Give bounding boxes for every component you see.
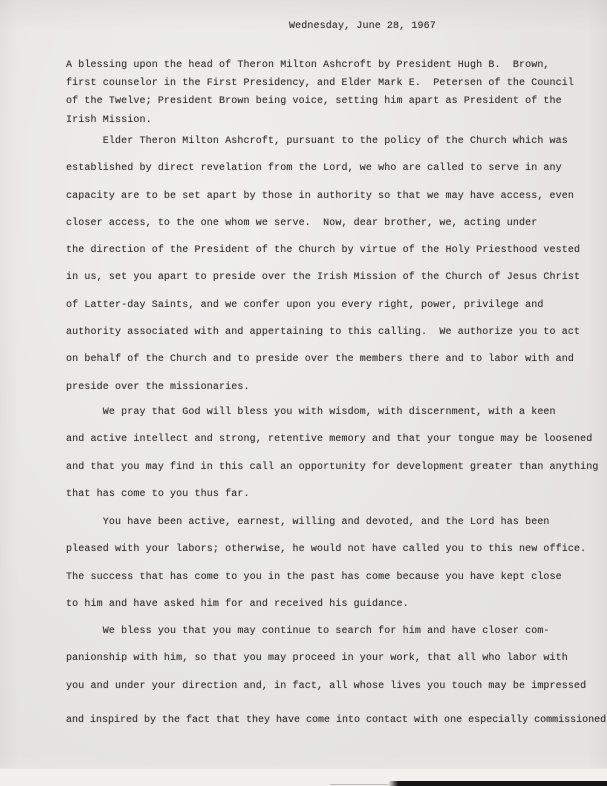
text-line: and active intellect and strong, retentive memory and that your tongue may be loosened [66,434,593,446]
text-line: pleased with your labors; otherwise, he would not have called you to this new office. [66,544,587,556]
text-line: Irish Mission. [66,114,152,126]
text-line: and that you may find in this call an opportunity for development greater than anything [66,461,599,473]
text-line: you and under your direction and, in fact, all whose lives you touch may be impressed [66,680,587,692]
text-line: of the Twelve; President Brown being voice, setting him apart as President of the [66,96,562,108]
paragraph-setting-apart [66,128,607,401]
text-line: and inspired by the fact that they have come into contact with one especially commissioned [66,714,607,726]
text-line: The success that has come to you in the past has come because you have kept close [66,571,562,583]
text-line: on behalf of the Church and to preside over the members there and to labor with and [66,354,575,366]
text-line: closer access, to the one whom we serve. Now, dear brother, we, acting under [66,217,538,229]
text-line: panionship with him, so that you may proceed in your work, that all who labor with [66,653,568,665]
date-line: Wednesday, June 28, 1967 [289,21,436,32]
text-line: A blessing upon the head of Theron Milton Ashcroft by President Hugh B. Brown, [66,60,550,71]
text-line: We bless you that you may continue to search for him and have closer com- [66,626,550,637]
paragraph-commendation [66,509,607,618]
text-line: to him and have asked him for and received his guidance. [66,598,409,610]
text-line: first counselor in the First Presidency, and Elder Mark E. Petersen of the Council [66,78,575,90]
text-line: in us, set you apart to preside over the Irish Mission of the Church of Jesus Christ [66,272,581,284]
text-line: Elder Theron Milton Ashcroft, pursuant to the policy of the Church which was [66,136,568,147]
text-line: We pray that God will bless you with wisdom, with discernment, with a keen [66,407,556,418]
text-line: of Latter-day Saints, and we confer upon you every right, power, privilege and [66,299,544,311]
paragraph-closing-blessing [66,618,607,734]
paragraph-preamble [66,57,607,130]
text-line: established by direct revelation from the Lord, we who are called to serve in any [66,163,562,175]
text-line: capacity are to be set apart by those in authority so that we may have access, even [66,190,575,202]
paragraph-blessing-of-wisdom [66,399,607,508]
text-line: the direction of the President of the Church by virtue of the Holy Priesthood vested [66,245,581,257]
scanner-shadow-bar [388,781,607,786]
text-line: You have been active, earnest, willing and devoted, and the Lord has been [66,517,550,528]
text-line: that has come to you thus far. [66,488,250,500]
text-line: preside over the missionaries. [66,381,250,393]
text-line: authority associated with and appertaining to this calling. We authorize you to act [66,327,581,339]
